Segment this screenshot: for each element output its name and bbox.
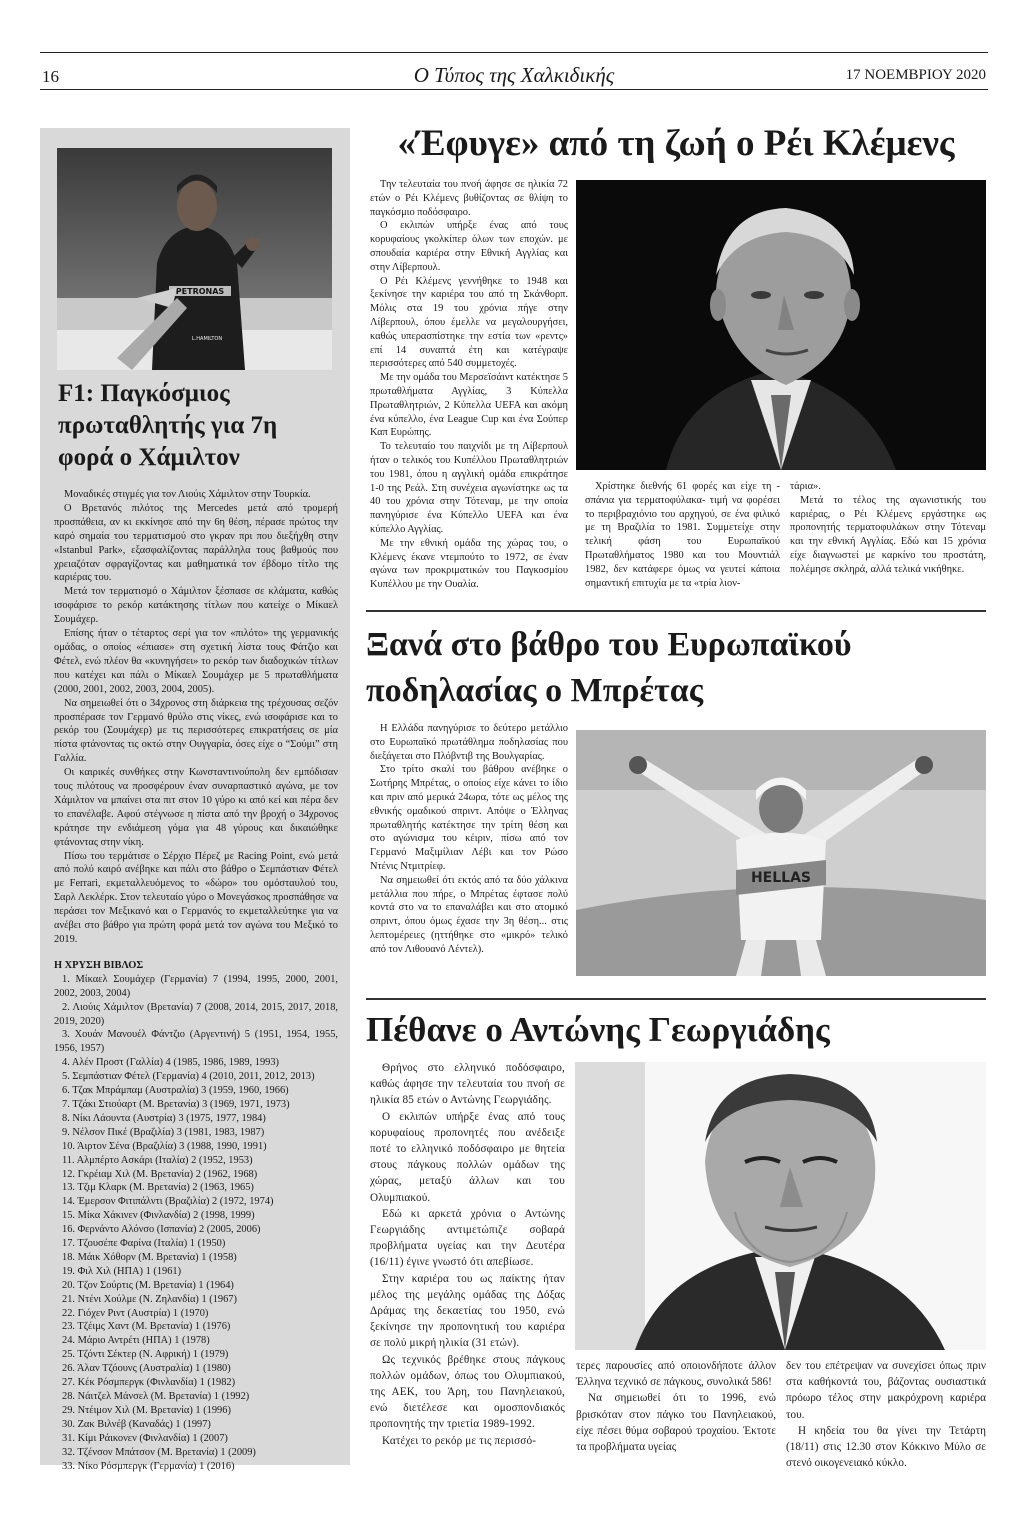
article1-paragraph: Χρίστηκε διεθνής 61 φορές και είχε τη - σπάνια για τερματοφύλακα- τιμή να φορέσει το περιβραχιόνιο του αρχηγού, σε ένα φιλικό με τη Βραζιλία το 1981. Συμμετείχε στην τελική φάση του Ευρωπαϊκού Πρωταθλήματος 1980 και του Μουντιάλ 1982, δεν κατάφερε όμως να γευτεί κάποια σημαντική επιτυχία με τα «τρία λιον- xyxy=(585,481,780,589)
article2-paragraph: Η Ελλάδα πανηγύρισε το δεύτερο μετάλλιο στο Ευρωπαϊκό πρωτάθλημα ποδηλασίας που διεξάγεται στο Πλόβντιβ της Βουλγαρίας. xyxy=(370,723,568,762)
article3-paragraph: Στην καριέρα του ως παίκτης ήταν μέλος της μεγάλης ομάδας της Δόξας Δράμας της δεκαετίας του 1950, ενώ ξεκίνησε την προπονητική του καριέρα σε πολύ μικρή ηλικία (31 ετών). xyxy=(370,1272,565,1350)
sidebar-paragraph: Οι καιρικές συνθήκες στην Κωνσταντινούπολη δεν εμπόδισαν τους πιλότους να προσφέρουν έναν συναρπαστικό αγώνα, με τον Χάμιλτον να μπαίνει στα πιτ στον 10 γύρο κι από κεί και πέρα δεν το επανέλαβε. Αφού στέγνωσε η πίστα από την βροχή ο 34χρονος κράτησε την ενδιάμεση γόμα για 48 γύρους και δικαιώθηκε φτάνοντας στην νίκη. xyxy=(54,767,338,848)
article3-column-3 xyxy=(786,1358,986,1471)
article2-body xyxy=(370,722,568,957)
golden-book-heading: Η ΧΡΥΣΗ ΒΙΒΛΟΣ xyxy=(54,959,144,971)
issue-date: 17 ΝΟΕΜΒΡΙΟΥ 2020 xyxy=(845,67,986,83)
article3-paragraph: Ο εκλιπών υπήρξε ένας από τους κορυφαίους προπονητές που ανέδειξε ποτέ το ελληνικό ποδόσφαιρο με θητεία στους πάγκους πολλών ομάδων της χώρας, μεταξύ άλλων και του Ολυμπιακού. xyxy=(370,1110,565,1204)
georgiadis-photo xyxy=(575,1062,986,1350)
sidebar-paragraph: Να σημειωθεί ότι ο 34χρονος στη διάρκεια της τρέχουσας σεζόν προσπέρασε τον Γερμανό θρύλο στις νίκες, ενώ ισοφάρισε και το ρεκόρ του (Σουμάχερ) με τις περισσότερες επικρατήσεις σε μία πίστα φτάνοντας τις οκτώ στην Ουγγαρία, όσες είχε ο “Σούμι” στη Γαλλία. xyxy=(54,697,338,765)
list-item: 32. Τζένσον Μπάτσον (Μ. Βρετανία) 1 (2009) xyxy=(62,1446,256,1458)
article3-paragraph: τερες παρουσίες από οποιονδήποτε άλλον Έλληνα τεχνικό σε πάγκους, συνολικά 586! xyxy=(576,1360,776,1389)
article2-paragraph: Να σημειωθεί ότι εκτός από τα δύο χάλκινα μετάλλια που πήρε, ο Μπρέτας έφτασε πολύ κοντά στο να το επαναλάβει και στο ατομικό σπριντ, όπου όμως έχασε την 3η θέση... στις λεπτομέρειες (ηττήθηκε στο «μικρό» τελικό από τον Λιθουανό Λέντελ). xyxy=(370,874,568,955)
list-item: 14. Έμερσον Φιτιπάλντι (Βραζιλία) 2 (1972, 1974) xyxy=(62,1196,274,1208)
article3-column-1 xyxy=(370,1060,565,1449)
list-item: 12. Γκρέιαμ Χιλ (Μ. Βρετανία) 2 (1962, 1968) xyxy=(62,1168,258,1180)
bretas-photo xyxy=(576,730,986,976)
list-item: 30. Ζακ Βιλνέβ (Καναδάς) 1 (1997) xyxy=(62,1418,211,1430)
hellas-text: HELLAS xyxy=(750,870,812,886)
list-item: 3. Χουάν Μανουέλ Φάντζιο (Αργεντινή) 5 (1951, 1954, 1955, 1956, 1957) xyxy=(54,1029,338,1055)
list-item: 22. Γιόχεν Ριντ (Αυστρία) 1 (1970) xyxy=(62,1307,209,1319)
section-divider xyxy=(366,998,986,1000)
page-number: 16 xyxy=(42,67,59,86)
article1-paragraph: Ο εκλιπών υπήρξε ένας από τους κορυφαίους γκολκίπερ όλων των εποχών. με σπουδαία καριέρα στην Εθνική Αγγλίας και στην Λίβερπουλ. xyxy=(370,220,568,273)
list-item: 7. Τζάκι Στιούαρτ (Μ. Βρετανία) 3 (1969, 1971, 1973) xyxy=(62,1098,290,1110)
list-item: 4. Αλέν Προστ (Γαλλία) 4 (1985, 1986, 1989, 1993) xyxy=(62,1057,279,1069)
article3-paragraph: Εδώ κι αρκετά χρόνια ο Αντώνης Γεωργιάδης αντιμετώπιζε σοβαρά προβλήματα υγείας και την Δευτέρα (16/11) έγινε γνωστό ότι απεβίωσε. xyxy=(370,1207,565,1269)
list-item: 29. Ντέιμον Χιλ (Μ. Βρετανία) 1 (1996) xyxy=(62,1404,231,1416)
list-item: 16. Φερνάντο Αλόνσο (Ισπανία) 2 (2005, 2006) xyxy=(62,1224,261,1236)
article2-headline: Ξανά στο βάθρο του Ευρωπαϊκού ποδηλασίας ο Μπρέτας xyxy=(366,626,852,709)
list-item: 19. Φιλ Χιλ (ΗΠΑ) 1 (1961) xyxy=(62,1265,182,1277)
article1-paragraph: Το τελευταίο του παιχνίδι με τη Λίβερπουλ ήταν ο τελικός του Κυπέλλου Πρωταθλητριών του 1981, όπου η αγγλική ομάδα επικράτησε 1-0 της Ρεάλ. Στη συνέχεια αγωνίστηκε ως τα 40 του χρόνια στην Τότεναμ, με την οποία πανηγύρισε ένα Κύπελλο UEFA και ένα κύπελλο Αγγλίας. xyxy=(370,441,568,535)
article3-paragraph: δεν του επέτρεψαν να συνεχίσει όπως πριν στα καθήκοντά του, βάζοντας ουσιαστικά πρόωρο τέλος στην μακρόχρονη καριέρα του. xyxy=(786,1360,986,1421)
clemence-photo xyxy=(576,180,986,470)
list-item: 18. Μάικ Χόθορν (Μ. Βρετανία) 1 (1958) xyxy=(62,1251,237,1263)
list-item: 33. Νίκο Ρόσμπεργκ (Γερμανία) 1 (2016) xyxy=(62,1460,235,1472)
list-item: 9. Νέλσον Πικέ (Βραζιλία) 3 (1981, 1983, 1987) xyxy=(62,1126,265,1138)
newspaper-name: Ο Τύπος της Χαλκιδικής xyxy=(413,63,615,87)
list-item: 28. Νάιτζελ Μάνσελ (Μ. Βρετανία) 1 (1992) xyxy=(62,1391,250,1402)
section-divider xyxy=(366,610,986,612)
article1-paragraph: Με την εθνική ομάδα της χώρας του, ο Κλέμενς έκανε ντεμπούτο το 1972, σε έναν αγώνα των προκριματικών του Παγκοσμίου Κυπέλλου με την Ουαλία. xyxy=(370,537,568,591)
article1-paragraph: Την τελευταία του πνοή άφησε σε ηλικία 72 ετών ο Ρέι Κλέμενς βυθίζοντας σε θλίψη το παγκόσμιο ποδόσφαιρο. xyxy=(370,179,568,218)
list-item: 6. Τζακ Μπράμπαμ (Αυστραλία) 3 (1959, 1960, 1966) xyxy=(62,1085,289,1097)
article2-paragraph: Στο τρίτο σκαλί του βάθρου ανέβηκε ο Σωτήρης Μπρέτας, ο οποίος είχε κάνει το ίδιο και πριν από μερικά 24ωρα, τότε ως μέλος της εθνικής ομαδικού σπριντ. Απόψε ο Έλληνας πρωταθλητής κατέκτησε την τρίτη θέση και στο αγώνισμα του κέιριν, πίσω από τον Γερμανό Μαξιμίλιαν Λέβι και τον Ρώσο Ντένις Ντμιτρίεφ. xyxy=(370,764,568,872)
article1-paragraph: Μετά το τέλος της αγωνιστικής του καριέρας, ο Ρέι Κλέμενς εργάστηκε ως προπονητής τερματοφυλάκων στην Τότεναμ και την εθνική Αγγλίας. Εδώ και 15 χρόνια είχε διαγνωστεί με καρκίνο του προστάτη, πολέμησε σκληρά, αλλά τελικά νικήθηκε. xyxy=(790,494,986,575)
article3-headline: Πέθανε ο Αντώνης Γεωργιάδης xyxy=(366,1010,830,1049)
list-item: 13. Τζιμ Κλαρκ (Μ. Βρετανία) 2 (1963, 1965) xyxy=(62,1182,254,1194)
article1-column-3 xyxy=(790,480,986,577)
sidebar-paragraph: Μοναδικές στιγμές για τον Λιούις Χάμιλτον στην Τουρκία. xyxy=(64,489,311,500)
sidebar-paragraph: Επίσης ήταν ο τέταρτος σερί για τον «πιλότο» της γερμανικής ομάδας, ο οποίος «έπιασε» στη σχετική λίστα τους Φάτζιο και Φέτελ, ενώ πλέον θα «κυνηγήσει» το ρεκόρ των διαδοχικών τίτλων που κατέχει και πάλι ο Μίκαελ Σουμάχερ με 5 πρωταθλήματα (2000, 2001, 2002, 2003, 2004, 2005). xyxy=(54,628,338,695)
list-item: 23. Τζέιμς Χαντ (Μ. Βρετανία) 1 (1976) xyxy=(62,1321,231,1333)
list-item: 24. Μάριο Αντρέτι (ΗΠΑ) 1 (1978) xyxy=(62,1335,210,1347)
article1-paragraph: Ο Ρέι Κλέμενς γεννήθηκε το 1948 και ξεκίνησε την καριέρα του από τη Σκάνθορπ. Μόλις στα 19 του χρόνια πήγε στην Λίβερπουλ, όπου έμελλε να μεγαλουργήσει, καθώς υπερασπίστηκε την εστία των «ρεντς» επί 14 συναπτά έτη και κατέγραψε περισσότερες από 540 συμμετοχές. xyxy=(370,275,568,370)
list-item: 31. Κίμι Ράικονεν (Φινλανδία) 1 (2007) xyxy=(62,1432,228,1444)
list-item: 26. Άλαν Τζόουνς (Αυστραλία) 1 (1980) xyxy=(62,1363,231,1375)
article3-column-2 xyxy=(576,1358,776,1455)
article3-paragraph: Ως τεχνικός βρέθηκε στους πάγκους πολλών ομάδων, όπως του Ολυμπιακού, της ΑΕΚ, του Άρη, του Πανηλειακού, ενώ διετέλεσε και ομοσπονδιακός προπονητής την τριετία 1989-1992. xyxy=(370,1353,565,1431)
article3-paragraph: Η κηδεία του θα γίνει την Τετάρτη (18/11) στις 12.30 στον Κόκκινο Μύλο σε στενό οικογενειακό κύκλο. xyxy=(786,1424,986,1470)
list-item: 21. Ντένι Χούλμε (Ν. Ζηλανδία) 1 (1967) xyxy=(62,1293,237,1305)
page-header xyxy=(40,52,988,90)
article1-column-2 xyxy=(585,480,780,590)
article1-headline: «Έφυγε» από τη ζωή ο Ρέι Κλέμενς xyxy=(397,123,955,164)
list-item: 1. Μίκαελ Σουμάχερ (Γερμανία) 7 (1994, 1995, 2000, 2001, 2002, 2003, 2004) xyxy=(54,973,338,999)
list-item: 17. Τζουσέπε Φαρίνα (Ιταλία) 1 (1950) xyxy=(62,1238,226,1250)
list-item: 5. Σεμπάστιαν Φέτελ (Γερμανία) 4 (2010, 2011, 2012, 2013) xyxy=(62,1071,315,1083)
list-item: 25. Τζόντι Σέκτερ (Ν. Αφρική) 1 (1979) xyxy=(62,1349,229,1361)
list-item: 11. Αλμπέρτο Ασκάρι (Ιταλία) 2 (1952, 1953) xyxy=(62,1154,253,1166)
sidebar-paragraph: Πίσω του τερμάτισε ο Σέρχιο Πέρεζ με Racing Point, ενώ μετά από πολύ καιρό ανέβηκε και πάλι στο βάθρο ο Σεμπάστιαν Φέτελ με Ferrari, εκμεταλλευόμενος το «δώρο» του ομόσταυλού του, Σαρλ Λεκλέρκ. Στον τελευταίο γύρο ο Μονεγάσκος προσπάθησε να περάσει τον Μεξικανό και ο Γερμανός το εκμεταλλεύτηκε για να ανέβει στο βάθρο για πρώτη φορά μετά τον αγώνα του Μεξικό το 2019. xyxy=(54,850,338,945)
article1-paragraph: τάρια». xyxy=(790,481,821,492)
article1-paragraph: Με την ομάδα του Μερσεϊσάιντ κατέκτησε 5 πρωταθλήματα Αγγλίας, 3 Κύπελλα Πρωταθλητριών, 2 Κύπελλα UEFA και ακόμη ένα κύπελλο, ένα League Cup και ένα Σούπερ Καπ Ευρώπης. xyxy=(370,372,568,439)
list-item: 15. Μίκα Χάκινεν (Φινλανδία) 2 (1998, 1999) xyxy=(62,1210,255,1222)
sidebar-body xyxy=(54,488,338,1473)
list-item: 10. Άιρτον Σένα (Βραζιλία) 3 (1988, 1990, 1991) xyxy=(62,1140,267,1152)
sidebar-f1-article xyxy=(40,128,350,1472)
sidebar-title: F1: Παγκόσμιος πρωταθλητής για 7η φορά ο Χάμιλτον xyxy=(58,380,278,471)
article3-paragraph: Κατέχει το ρεκόρ με τις περισσό- xyxy=(382,1434,537,1447)
list-item: 8. Νίκι Λάουντα (Αυστρία) 3 (1975, 1977, 1984) xyxy=(62,1112,266,1124)
article3-paragraph: Θρήνος στο ελληνικό ποδόσφαιρο, καθώς άφησε την τελευταία του πνοή σε ηλικία 85 ετών ο Αντώνης Γεωργιάδης. xyxy=(370,1062,565,1107)
sidebar-paragraph: Ο Βρετανός πιλότος της Mercedes μετά από τρομερή προσπάθεια, αν κι εκκίνησε από την 6η θέση, πέρασε πρώτος την καρό σημαία του τερματισμού στο γκραν πρι που διεξήχθη στην «Istanbul Park», εξασφαλίζοντας παράλληλα τους βαθμούς που χρειαζόταν σφραγίζοντας και μαθηματικά τον έβδομο τίτλο της καριέρας του. xyxy=(54,502,338,584)
list-item: 27. Κέκ Ρόσμπεργκ (Φινλανδία) 1 (1982) xyxy=(62,1377,236,1389)
driver-name-text: L.HAMILTON xyxy=(191,336,223,342)
hamilton-photo xyxy=(57,148,332,370)
list-item: 20. Τζον Σούρτις (Μ. Βρετανία) 1 (1964) xyxy=(62,1279,234,1291)
article3-paragraph: Να σημειωθεί ότι το 1996, ενώ βρισκόταν στον πάγκο του Πανηλειακού, είχε πέσει θύμα σοβαρού τροχαίου. Έκτοτε τα προβλήματα υγείας xyxy=(576,1392,776,1454)
petronas-text: PETRONAS xyxy=(175,287,225,296)
article1-column-1 xyxy=(370,178,568,592)
golden-book-list xyxy=(54,973,338,1474)
list-item: 2. Λιούις Χάμιλτον (Βρετανία) 7 (2008, 2014, 2015, 2017, 2018, 2019, 2020) xyxy=(54,1001,338,1027)
sidebar-paragraph: Μετά τον τερματισμό ο Χάμιλτον ξέσπασε σε κλάματα, καθώς ισοφάρισε το ρεκόρ κατάκτησης τίτλων που κατείχε ο Μίκαελ Σουμάχερ. xyxy=(54,586,338,626)
